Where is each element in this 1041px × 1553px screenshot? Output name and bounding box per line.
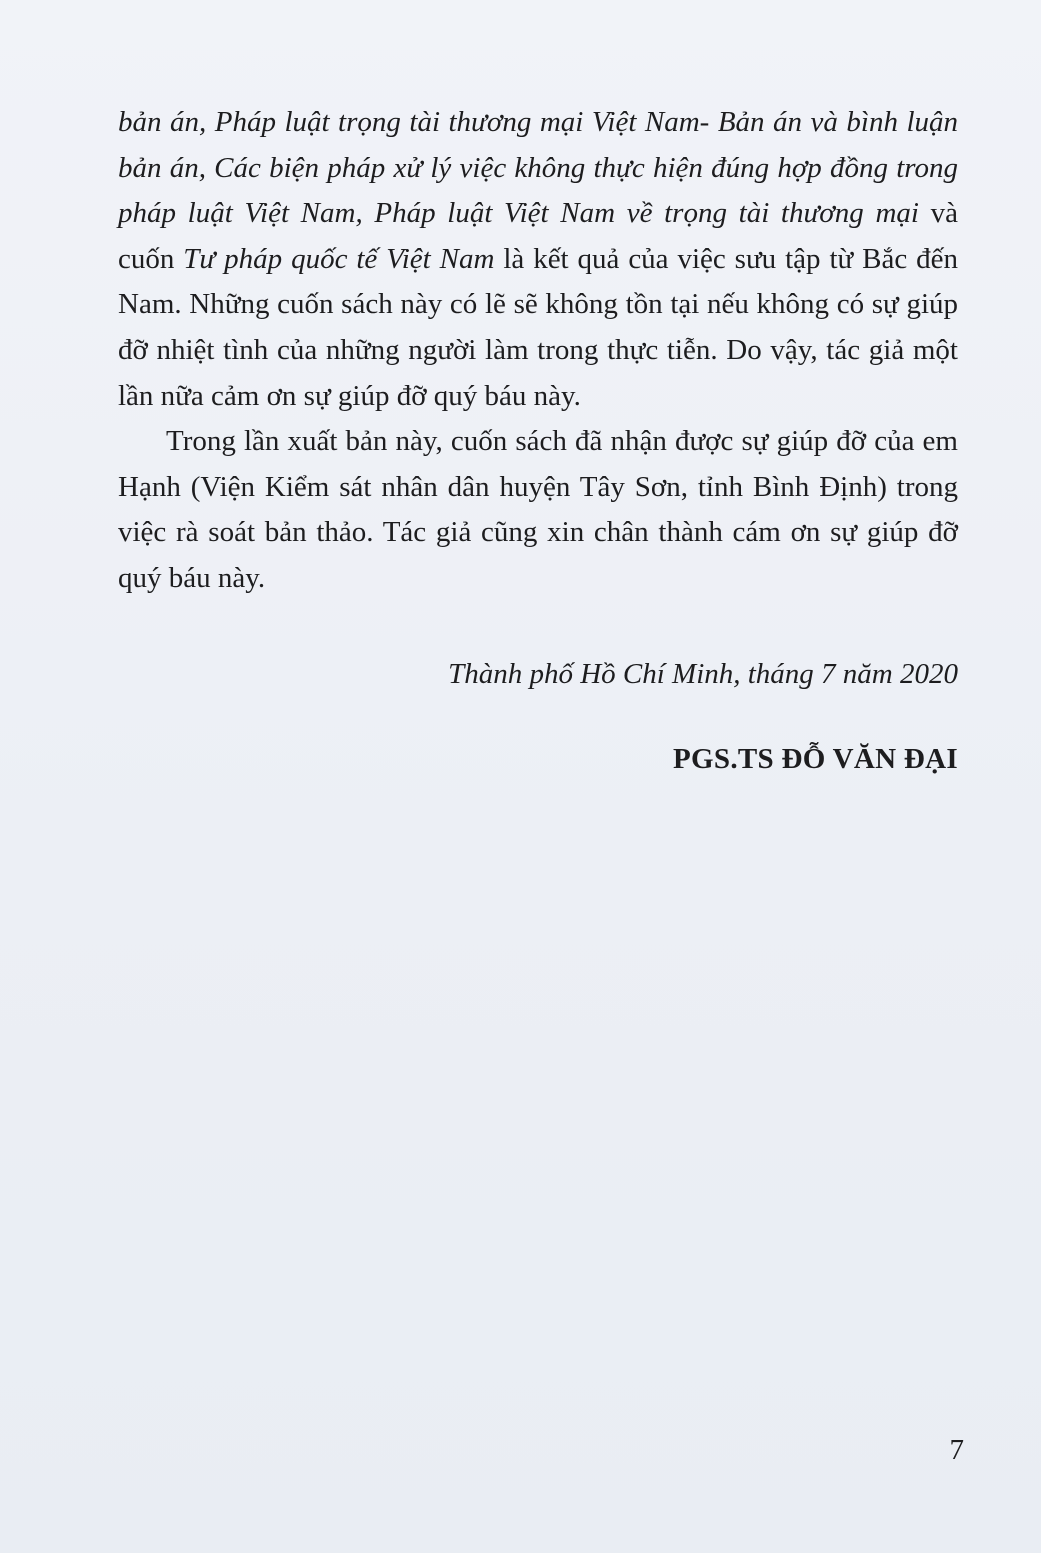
paragraph-1 (118, 100, 958, 419)
italic-book-title: Tư pháp quốc tế Việt Nam (183, 242, 495, 275)
connector-text: và cuốn (118, 197, 958, 275)
place-date: Thành phố Hồ Chí Minh, tháng 7 năm 2020 (448, 658, 958, 690)
italic-book-titles: bản án, Pháp luật trọng tài thương mại Việt Nam- Bản án và bình luận bản án, Các biện pháp xử lý việc không thực hiện đúng hợp đồng trong pháp luật Việt Nam, Pháp luật Việt Nam về trọng tài thương mại (118, 106, 958, 230)
author-name: PGS.TS ĐỖ VĂN ĐẠI (673, 743, 958, 775)
paragraph-1-rest: là kết quả của việc sưu tập từ Bắc đến Nam. Những cuốn sách này có lẽ sẽ không tồn tại nếu không có sự giúp đỡ nhiệt tình của những người làm trong thực tiễn. Do vậy, tác giả một lần nữa cảm ơn sự giúp đỡ quý báu này. (118, 242, 958, 412)
body-text (118, 100, 958, 602)
page-number: 7 (949, 1434, 964, 1466)
paragraph-2: Trong lần xuất bản này, cuốn sách đã nhận được sự giúp đỡ của em Hạnh (Viện Kiểm sát nhân dân huyện Tây Sơn, tỉnh Bình Định) trong việc rà soát bản thảo. Tác giả cũng xin chân thành cám ơn sự giúp đỡ quý báu này. (118, 425, 958, 594)
